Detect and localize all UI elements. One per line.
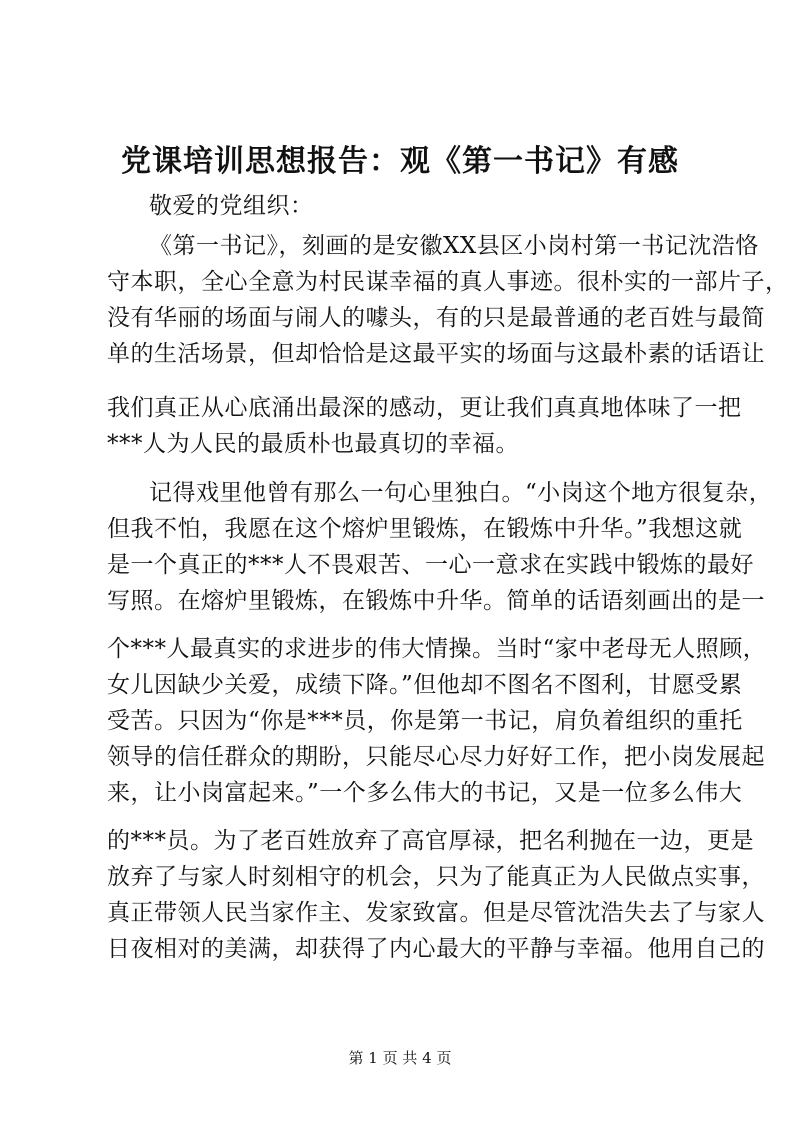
paragraph-line: 个***人最真实的求进步的伟大情操。当时“家中老母无人照顾， xyxy=(107,636,767,662)
document-title: 党课培训思想报告：观《第一书记》有感 xyxy=(121,144,679,179)
paragraph-line: 没有华丽的场面与闹人的噱头，有的只是最普通的老百姓与最简 xyxy=(107,305,765,331)
paragraph-line: ***人为人民的最质朴也最真切的幸福。 xyxy=(107,431,519,457)
paragraph-line: 但我不怕，我愿在这个熔炉里锻炼，在锻炼中升华。”我想这就 xyxy=(107,516,743,542)
paragraph-line: 记得戏里他曾有那么一句心里独白。“小岗这个地方很复杂， xyxy=(149,480,773,506)
paragraph-line: 写照。在熔炉里锻炼，在锻炼中升华。简单的话语刻画出的是一 xyxy=(107,588,765,614)
paragraph-line: 我们真正从心底涌出最深的感动，更让我们真真地体味了一把 xyxy=(107,395,742,421)
paragraph-line: 守本职，全心全意为村民谋幸福的真人事迹。很朴实的一部片子， xyxy=(107,269,789,295)
paragraph-line: 是一个真正的***人不畏艰苦、一心一意求在实践中锻炼的最好 xyxy=(107,552,754,578)
paragraph-line: 放弃了与家人时刻相守的机会，只为了能真正为人民做点实事， xyxy=(107,864,765,890)
paragraph-line: 《第一书记》，刻画的是安徽XX县区小岗村第一书记沈浩恪 xyxy=(149,233,759,259)
paragraph-line: 领导的信任群众的期盼，只能尽心尽力好好工作，把小岗发展起 xyxy=(107,744,765,770)
paragraph-line: 的***员。为了老百姓放弃了高官厚禄，把名利抛在一边，更是 xyxy=(107,828,754,854)
paragraph-line: 单的生活场景，但却恰恰是这最平实的场面与这最朴素的话语让 xyxy=(107,341,765,367)
paragraph-line: 来，让小岗富起来。”一个多么伟大的书记，又是一位多么伟大 xyxy=(107,780,743,806)
paragraph-line: 女儿因缺少关爱，成绩下降。”但他却不图名不图利，甘愿受累 xyxy=(107,672,743,698)
salutation: 敬爱的党组织： xyxy=(149,193,314,219)
paragraph-line: 真正带领人民当家作主、发家致富。但是尽管沈浩失去了与家人 xyxy=(107,900,765,926)
paragraph-line: 受苦。只因为“你是***员，你是第一书记，肩负着组织的重托 xyxy=(107,708,743,734)
paragraph-line: 日夜相对的美满，却获得了内心最大的平静与幸福。他用自己的 xyxy=(107,936,765,962)
page-footer: 第 1 页 共 4 页 xyxy=(348,1049,452,1067)
